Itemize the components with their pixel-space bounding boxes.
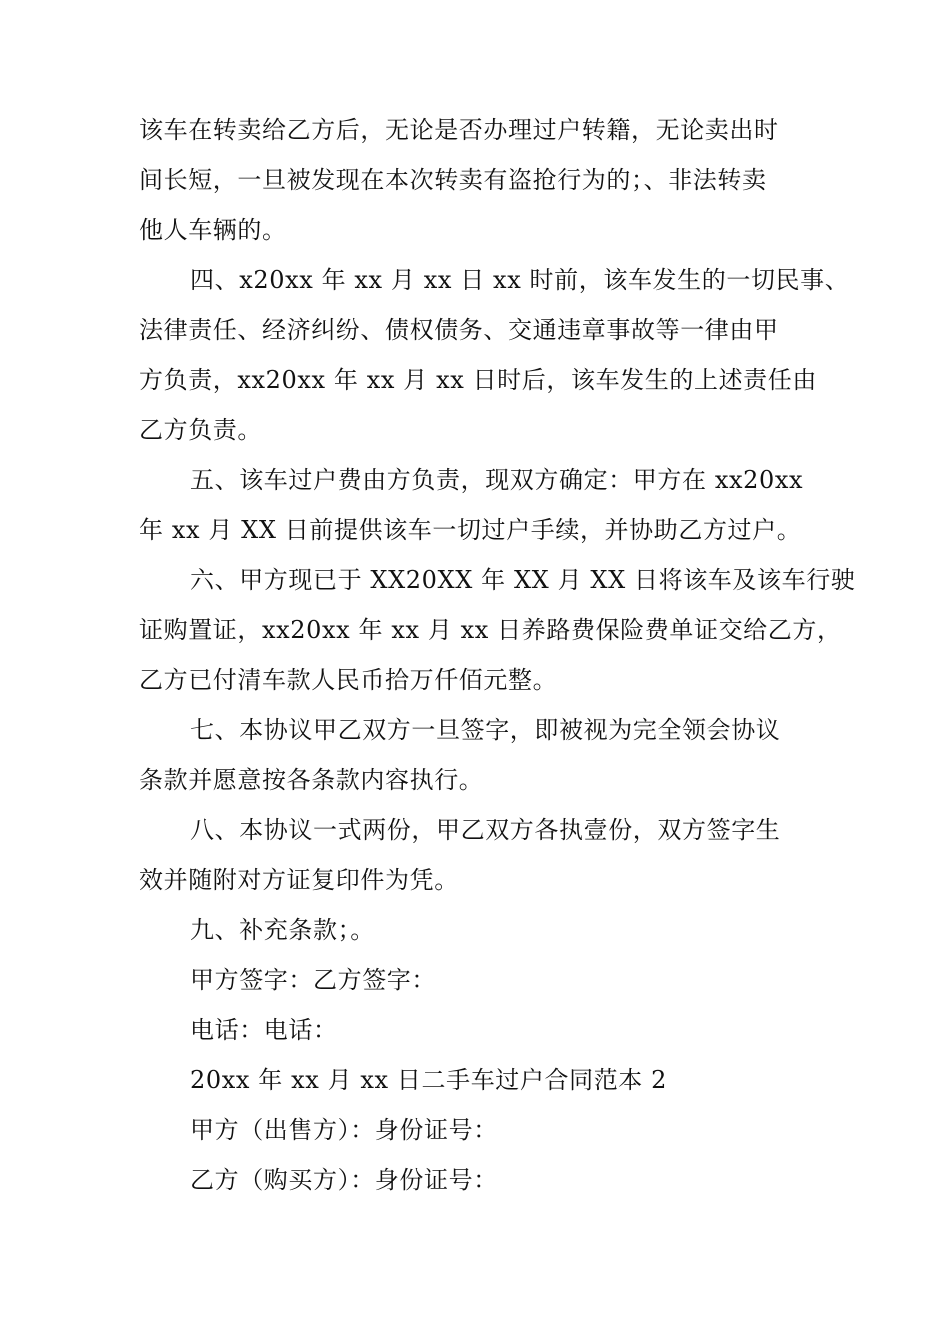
text-line: 该车在转卖给乙方后，无论是否办理过户转籍，无论卖出时 bbox=[139, 116, 779, 144]
text-line: 乙方已付清车款人民币拾万仟佰元整。 bbox=[139, 666, 558, 694]
section-heading: 20xx 年 xx 月 xx 日二手车过户合同范本 2 bbox=[190, 1066, 667, 1094]
party-b-line: 乙方（购买方）：身份证号： bbox=[190, 1166, 498, 1194]
text-line: 证购置证，xx20xx 年 xx 月 xx 日养路费保险费单证交给乙方， bbox=[139, 616, 842, 644]
text-line: 他人车辆的。 bbox=[139, 216, 287, 244]
text-line: 效并随附对方证复印件为凭。 bbox=[139, 866, 459, 894]
text-line: 条款并愿意按各条款内容执行。 bbox=[139, 766, 484, 794]
signature-line: 甲方签字：乙方签字： bbox=[190, 966, 436, 994]
text-line: 间长短，一旦被发现在本次转卖有盗抢行为的；、非法转卖 bbox=[139, 166, 767, 194]
text-line: 法律责任、经济纠纷、债权债务、交通违章事故等一律由甲 bbox=[139, 316, 779, 344]
clause-four: 四、x20xx 年 xx 月 xx 日 xx 时前，该车发生的一切民事、 bbox=[190, 266, 850, 294]
clause-eight: 八、本协议一式两份，甲乙双方各执壹份，双方签字生 bbox=[190, 816, 781, 844]
party-a-line: 甲方（出售方）：身份证号： bbox=[190, 1116, 498, 1144]
clause-seven: 七、本协议甲乙双方一旦签字，即被视为完全领会协议 bbox=[190, 716, 781, 744]
text-line: 方负责，xx20xx 年 xx 月 xx 日时后，该车发生的上述责任由 bbox=[139, 366, 817, 394]
clause-nine: 九、补充条款；。 bbox=[190, 916, 375, 944]
clause-six: 六、甲方现已于 XX20XX 年 XX 月 XX 日将该车及该车行驶 bbox=[190, 566, 856, 594]
phone-line: 电话：电话： bbox=[190, 1016, 338, 1044]
clause-five: 五、该车过户费由方负责，现双方确定：甲方在 xx20xx bbox=[190, 466, 804, 494]
text-line: 年 xx 月 XX 日前提供该车一切过户手续，并协助乙方过户。 bbox=[139, 516, 802, 544]
text-line: 乙方负责。 bbox=[139, 416, 262, 444]
